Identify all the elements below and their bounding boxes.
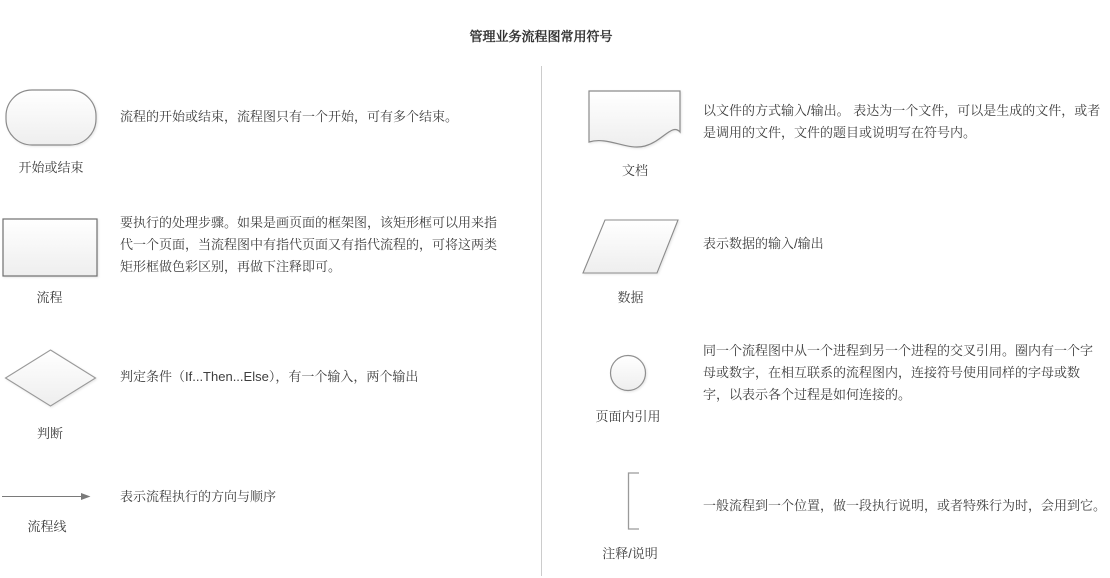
symbol-description-decision: 判定条件（If...Then...Else），有一个输入，两个输出 <box>120 369 419 384</box>
symbol-label-data: 数据 <box>617 290 644 305</box>
symbol-description-data: 表示数据的输入/输出 <box>703 236 824 251</box>
column-divider <box>541 66 542 576</box>
symbol-description-process: 要执行的处理步骤。如果是画页面的框架图，该矩形框可以用来指代一个页面，当流程图中有指代页面又有指代流程的，可将这两类矩形框做色彩区别，再做下注释即可。 <box>120 215 498 274</box>
data-parallelogram-icon <box>582 219 680 274</box>
page-title: 管理业务流程图常用符号 <box>469 29 613 44</box>
start-end-stadium-icon <box>5 89 97 146</box>
symbol-label-start-end: 开始或结束 <box>18 160 84 175</box>
symbol-label-decision: 判断 <box>36 426 63 441</box>
flow-line-arrow-icon <box>2 490 92 503</box>
process-rectangle-icon <box>2 218 98 278</box>
symbol-description-annotation: 一般流程到一个位置，做一段执行说明，或者特殊行为时，会用到它。 <box>703 498 1107 513</box>
symbol-description-document: 以文件的方式输入/输出。 表达为一个文件，可以是生成的文件，或者是调用的文件，文件的题目或说明写在符号内。 <box>703 103 1101 140</box>
annotation-bracket-icon <box>622 472 640 530</box>
decision-diamond-icon <box>4 349 97 407</box>
symbol-label-flow-line: 流程线 <box>27 519 67 534</box>
symbol-description-connector: 同一个流程图中从一个进程到另一个进程的交叉引用。圈内有一个字母或数字，在相互联系的流程图内，连接符号使用同样的字母或数字，以表示各个过程是如何连接的。 <box>703 343 1094 402</box>
symbol-label-document: 文档 <box>621 163 648 178</box>
symbol-label-connector: 页面内引用 <box>595 409 661 424</box>
connector-circle-icon <box>609 354 647 392</box>
symbol-label-annotation: 注释/说明 <box>602 546 658 561</box>
symbol-description-start-end: 流程的开始或结束，流程图只有一个开始，可有多个结束。 <box>120 109 459 124</box>
document-shape-icon <box>588 90 682 153</box>
symbol-description-flow-line: 表示流程执行的方向与顺序 <box>120 489 277 504</box>
symbol-label-process: 流程 <box>36 290 63 305</box>
